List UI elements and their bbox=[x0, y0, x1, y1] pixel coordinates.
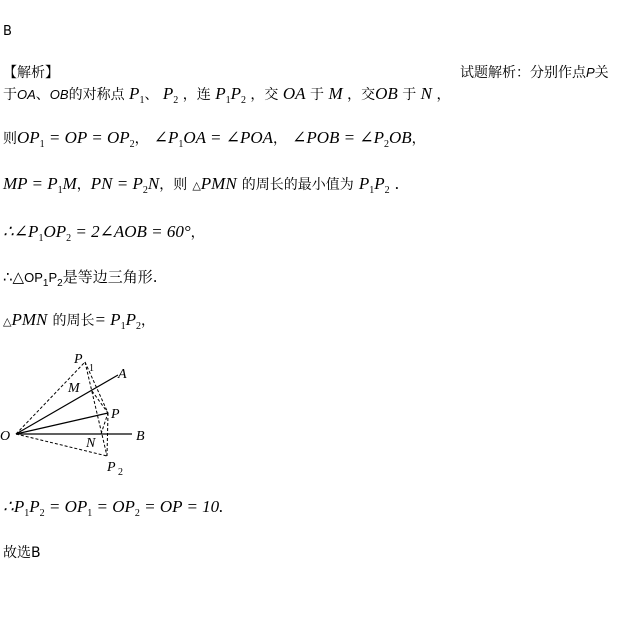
min-perimeter-text: 的周长的最小值为 bbox=[241, 177, 354, 193]
eq-angle-1: $\angle P_1OA$ = ∠POA bbox=[153, 128, 274, 150]
end: ， bbox=[190, 225, 205, 241]
jiexi-heading: 【解析】 bbox=[3, 65, 59, 81]
label-p: P bbox=[111, 407, 120, 422]
oa-sym: OA bbox=[282, 84, 306, 103]
jiao1: ，交 bbox=[250, 87, 279, 103]
text-line-4 bbox=[3, 222, 205, 244]
label-b: B bbox=[136, 429, 145, 444]
end: . bbox=[394, 174, 399, 193]
comma: ， bbox=[76, 177, 91, 193]
dashed-pp2 bbox=[107, 413, 108, 456]
analysis-intro-guan: 关 bbox=[594, 65, 609, 81]
end: ， bbox=[140, 313, 155, 329]
label-o: O bbox=[0, 429, 11, 444]
eq-mp: MP = $P_1M$ bbox=[3, 174, 77, 196]
triangle-sym: △ bbox=[192, 179, 201, 192]
perimeter-text: 的周长 bbox=[52, 313, 95, 329]
analysis-intro bbox=[460, 62, 609, 82]
yu3: 于 bbox=[402, 87, 417, 103]
eq-angle-2: ∠POB = $\angle P_2OB$ bbox=[292, 128, 412, 150]
lian: ，连 bbox=[182, 87, 211, 103]
label-p2-sub: 2 bbox=[118, 467, 123, 478]
n-sym: N bbox=[420, 84, 432, 103]
p1p2-sym: $P_1P_2$ bbox=[358, 174, 390, 196]
label-a: A bbox=[118, 367, 127, 382]
yu: 于 bbox=[3, 87, 17, 103]
triangle-sym: △ bbox=[3, 315, 12, 328]
dun: 、 bbox=[144, 87, 159, 103]
text-line-5: $\therefore\triangle OP_1P_2$是等边三角形. bbox=[3, 268, 158, 289]
text-line-2 bbox=[3, 128, 426, 150]
ob-label: OB bbox=[49, 87, 69, 102]
pmn-sym: PMN bbox=[200, 174, 237, 193]
ze: 则 bbox=[3, 131, 17, 147]
label-p1: P bbox=[74, 352, 83, 367]
text-line-7 bbox=[3, 497, 223, 519]
sep: ， bbox=[273, 131, 288, 147]
eq-final: $\therefore P_1P_2 = OP_1 = OP_2$ = OP = 10. bbox=[3, 497, 224, 519]
m-sym: M bbox=[328, 84, 343, 103]
pmn-sym: PMN bbox=[11, 310, 48, 329]
eq-pn: PN = $P_2N$ bbox=[90, 174, 160, 196]
p2-sym: $P_2$ bbox=[162, 84, 179, 106]
ray-oa bbox=[16, 375, 118, 434]
eq-perimeter: = $P_1P_2$ bbox=[94, 310, 141, 332]
ob-sym: OB bbox=[375, 84, 398, 103]
label-p1-sub: 1 bbox=[89, 363, 94, 374]
analysis-intro-p: P bbox=[586, 65, 595, 80]
comma: ， bbox=[134, 131, 149, 147]
jiao2: ，交 bbox=[347, 87, 376, 103]
ze: ，则 bbox=[159, 177, 188, 193]
answer-label: B bbox=[3, 24, 12, 39]
geometry-figure bbox=[0, 348, 170, 478]
dui: 的对称点 bbox=[68, 87, 125, 103]
eq-angle-60: $\therefore\angle P_1OP_2$ = 2∠AOB = 60° bbox=[3, 222, 191, 244]
analysis-intro-text: 试题解析：分别作点 bbox=[460, 65, 586, 81]
dashed-op1 bbox=[16, 362, 85, 434]
yu2: 于 bbox=[310, 87, 324, 103]
op1p2-sym: $OP_1P_2$ bbox=[24, 270, 63, 289]
text-line-3 bbox=[3, 174, 399, 196]
dashed-np bbox=[101, 413, 108, 434]
label-m: M bbox=[68, 381, 80, 396]
oa-label: OA bbox=[17, 87, 36, 102]
text-line-1 bbox=[3, 84, 450, 106]
text-line-6 bbox=[3, 310, 155, 332]
final-answer: 故选B bbox=[3, 545, 41, 561]
end: ， bbox=[411, 131, 426, 147]
eq-op: $OP_1$ = OP = $OP_2$ bbox=[17, 128, 135, 150]
p1p2-sym: $P_1P_2$ bbox=[215, 84, 246, 106]
sep: 、 bbox=[35, 87, 50, 103]
p1-sym: $P_1$ bbox=[129, 84, 145, 106]
segment-op bbox=[16, 413, 108, 434]
end: ， bbox=[436, 87, 451, 103]
label-p2: P bbox=[107, 460, 116, 475]
label-n: N bbox=[86, 436, 96, 451]
